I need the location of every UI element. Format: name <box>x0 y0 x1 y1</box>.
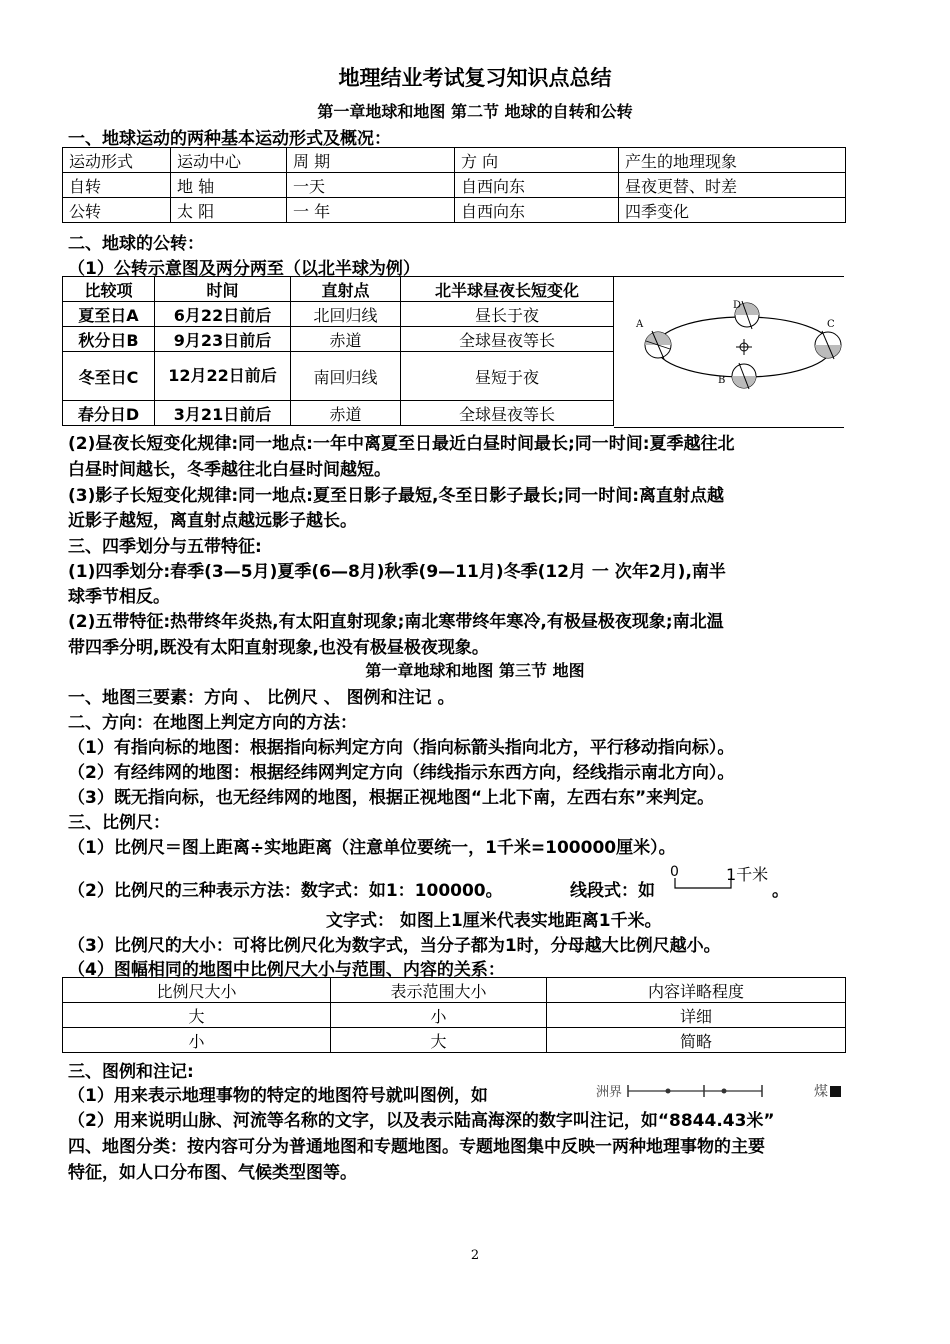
table-cell: 夏至日A <box>63 302 155 327</box>
orbit-label-a: A <box>636 319 644 330</box>
paragraph: （2）用来说明山脉、河流等名称的文字，以及表示陆高海深的数字叫注记，如“8844.43米” <box>68 1111 775 1131</box>
table-cell: 太 阳 <box>171 198 287 223</box>
paragraph: 近影子越短，离直射点越远影子越长。 <box>68 511 357 531</box>
paragraph: (2)五带特征:热带终年炎热,有太阳直射现象;南北寒带终年寒冷,有极昼极夜现象;南北温 <box>68 612 724 632</box>
table-cell: 地 轴 <box>171 173 287 198</box>
table-cell: 大 <box>331 1028 547 1053</box>
table-cell: 简略 <box>547 1028 846 1053</box>
table-cell: 北回归线 <box>291 302 401 327</box>
table-header: 北半球昼夜长短变化 <box>401 277 614 302</box>
table-cell: 6月22日前后 <box>155 302 291 327</box>
table-cell: 昼夜更替、时差 <box>619 173 846 198</box>
table-header: 比较项 <box>63 277 155 302</box>
paragraph: （4）图幅相同的地图中比例尺大小与范围、内容的关系： <box>68 960 505 980</box>
solstice-equinox-table <box>62 276 614 426</box>
question-heading: 三、图例和注记: <box>68 1062 194 1082</box>
earth-c-icon <box>815 331 841 359</box>
scale-zero: 0 <box>670 864 679 880</box>
table-cell: 秋分日B <box>63 327 155 352</box>
table-cell: 9月23日前后 <box>155 327 291 352</box>
table-cell: 大 <box>63 1003 331 1028</box>
coal-symbol-icon <box>830 1086 841 1097</box>
section-heading: 第一章地球和地图 第三节 地图 <box>365 661 585 680</box>
table-cell: 一 年 <box>287 198 455 223</box>
table-cell: 小 <box>63 1028 331 1053</box>
paragraph: (3)影子长短变化规律:同一地点:夏至日影子最短,冬至日影子最长;同一时间:离直射点越 <box>68 486 725 506</box>
legend-samples <box>596 1080 836 1102</box>
table-header: 内容详略程度 <box>547 978 846 1003</box>
table-cell: 自转 <box>63 173 171 198</box>
table-header: 时间 <box>155 277 291 302</box>
orbit-label-b: B <box>718 375 726 386</box>
question-heading: 二、地球的公转： <box>68 234 204 254</box>
table-cell: 赤道 <box>291 401 401 426</box>
table-cell: 昼长于夜 <box>401 302 614 327</box>
orbit-label-d: D <box>733 300 742 311</box>
table-header: 方 向 <box>455 148 619 173</box>
scale-period: 。 <box>772 881 789 901</box>
paragraph: 白昼时间越长，冬季越往北白昼时间越短。 <box>68 460 391 480</box>
table-header: 产生的地理现象 <box>619 148 846 173</box>
boundary-line-icon <box>626 1083 766 1099</box>
orbit-diagram <box>614 277 844 427</box>
earth-b-icon <box>732 363 756 389</box>
paragraph: （2）比例尺的三种表示方法：数字式：如1：100000。 <box>68 881 503 901</box>
table-header: 周 期 <box>287 148 455 173</box>
table-cell: 冬至日C <box>63 352 155 401</box>
paragraph: 特征，如人口分布图、气候类型图等。 <box>68 1163 357 1183</box>
paragraph: （1）比例尺＝图上距离÷实地距离（注意单位要统一，1千米=100000厘米）。 <box>68 838 676 858</box>
table-cell: 自西向东 <box>455 198 619 223</box>
page-number: 2 <box>470 1248 480 1263</box>
legend-coal-label: 煤 <box>814 1084 828 1100</box>
table-cell: 12月22日前后 <box>155 352 291 401</box>
table-header: 运动中心 <box>171 148 287 173</box>
paragraph: 球季节相反。 <box>68 587 170 607</box>
sun-icon <box>736 339 752 355</box>
section-heading: 第一章地球和地图 第二节 地球的自转和公转 <box>317 102 633 121</box>
table-cell: 一天 <box>287 173 455 198</box>
paragraph: （3）既无指向标，也无经纬网的地图，根据正视地图“上北下南，左西右东”来判定。 <box>68 788 715 808</box>
paragraph: 带四季分明,既没有太阳直射现象,也没有极昼极夜现象。 <box>68 638 489 658</box>
scale-relation-table <box>62 977 846 1053</box>
table-header: 直射点 <box>291 277 401 302</box>
paragraph: 线段式：如 <box>570 881 655 901</box>
orbit-label-c: C <box>827 319 835 330</box>
paragraph: (2)昼夜长短变化规律:同一地点:一年中离夏至日最近白昼时间最长;同一时间:夏季越往北 <box>68 434 735 454</box>
orbit-diagram-frame <box>614 276 844 428</box>
table-header: 表示范围大小 <box>331 978 547 1003</box>
scale-bar <box>668 864 789 901</box>
paragraph: （1）有指向标的地图：根据指向标判定方向（指向标箭头指向北方，平行移动指向标）。 <box>68 738 735 758</box>
table-cell: 全球昼夜等长 <box>401 327 614 352</box>
paragraph: 一、地图三要素：方向 、 比例尺 、 图例和注记 。 <box>68 688 455 708</box>
table-header: 运动形式 <box>63 148 171 173</box>
paragraph: 三、比例尺： <box>68 813 170 833</box>
table-cell: 全球昼夜等长 <box>401 401 614 426</box>
earth-a-icon <box>645 331 671 359</box>
legend-border-label: 洲界 <box>596 1085 623 1100</box>
table-cell: 自西向东 <box>455 173 619 198</box>
page-title: 地理结业考试复习知识点总结 <box>338 66 612 90</box>
paragraph: （2）有经纬网的地图：根据经纬网判定方向（纬线指示东西方向，经线指示南北方向）。 <box>68 763 735 783</box>
table-cell: 小 <box>331 1003 547 1028</box>
paragraph: （1）用来表示地理事物的特定的地图符号就叫图例，如 <box>68 1086 488 1106</box>
earth-motion-table <box>62 147 846 223</box>
paragraph: (1)四季划分:春季(3—5月)夏季(6—8月)秋季(9—11月)冬季(12月 一 次年2月),南半 <box>68 562 726 582</box>
table-cell: 赤道 <box>291 327 401 352</box>
table-cell: 春分日D <box>63 401 155 426</box>
question-heading: 三、四季划分与五带特征: <box>68 537 262 557</box>
table-cell: 公转 <box>63 198 171 223</box>
paragraph: （3）比例尺的大小：可将比例尺化为数字式，当分子都为1时，分母越大比例尺越小。 <box>68 936 721 956</box>
table-cell: 详细 <box>547 1003 846 1028</box>
paragraph: 二、方向：在地图上判定方向的方法： <box>68 713 357 733</box>
table-cell: 南回归线 <box>291 352 401 401</box>
table-cell: 四季变化 <box>619 198 846 223</box>
paragraph: 四、地图分类：按内容可分为普通地图和专题地图。专题地图集中反映一两种地理事物的主要 <box>68 1137 765 1157</box>
table-cell: 昼短于夜 <box>401 352 614 401</box>
table-cell: 3月21日前后 <box>155 401 291 426</box>
question-heading: 一、地球运动的两种基本运动形式及概况： <box>68 129 391 149</box>
paragraph: （1）公转示意图及两分两至（以北半球为例） <box>68 259 420 279</box>
table-header: 比例尺大小 <box>63 978 331 1003</box>
scale-one: 1千米 <box>726 865 769 884</box>
paragraph: 文字式： 如图上1厘米代表实地距离1千米。 <box>326 911 662 931</box>
